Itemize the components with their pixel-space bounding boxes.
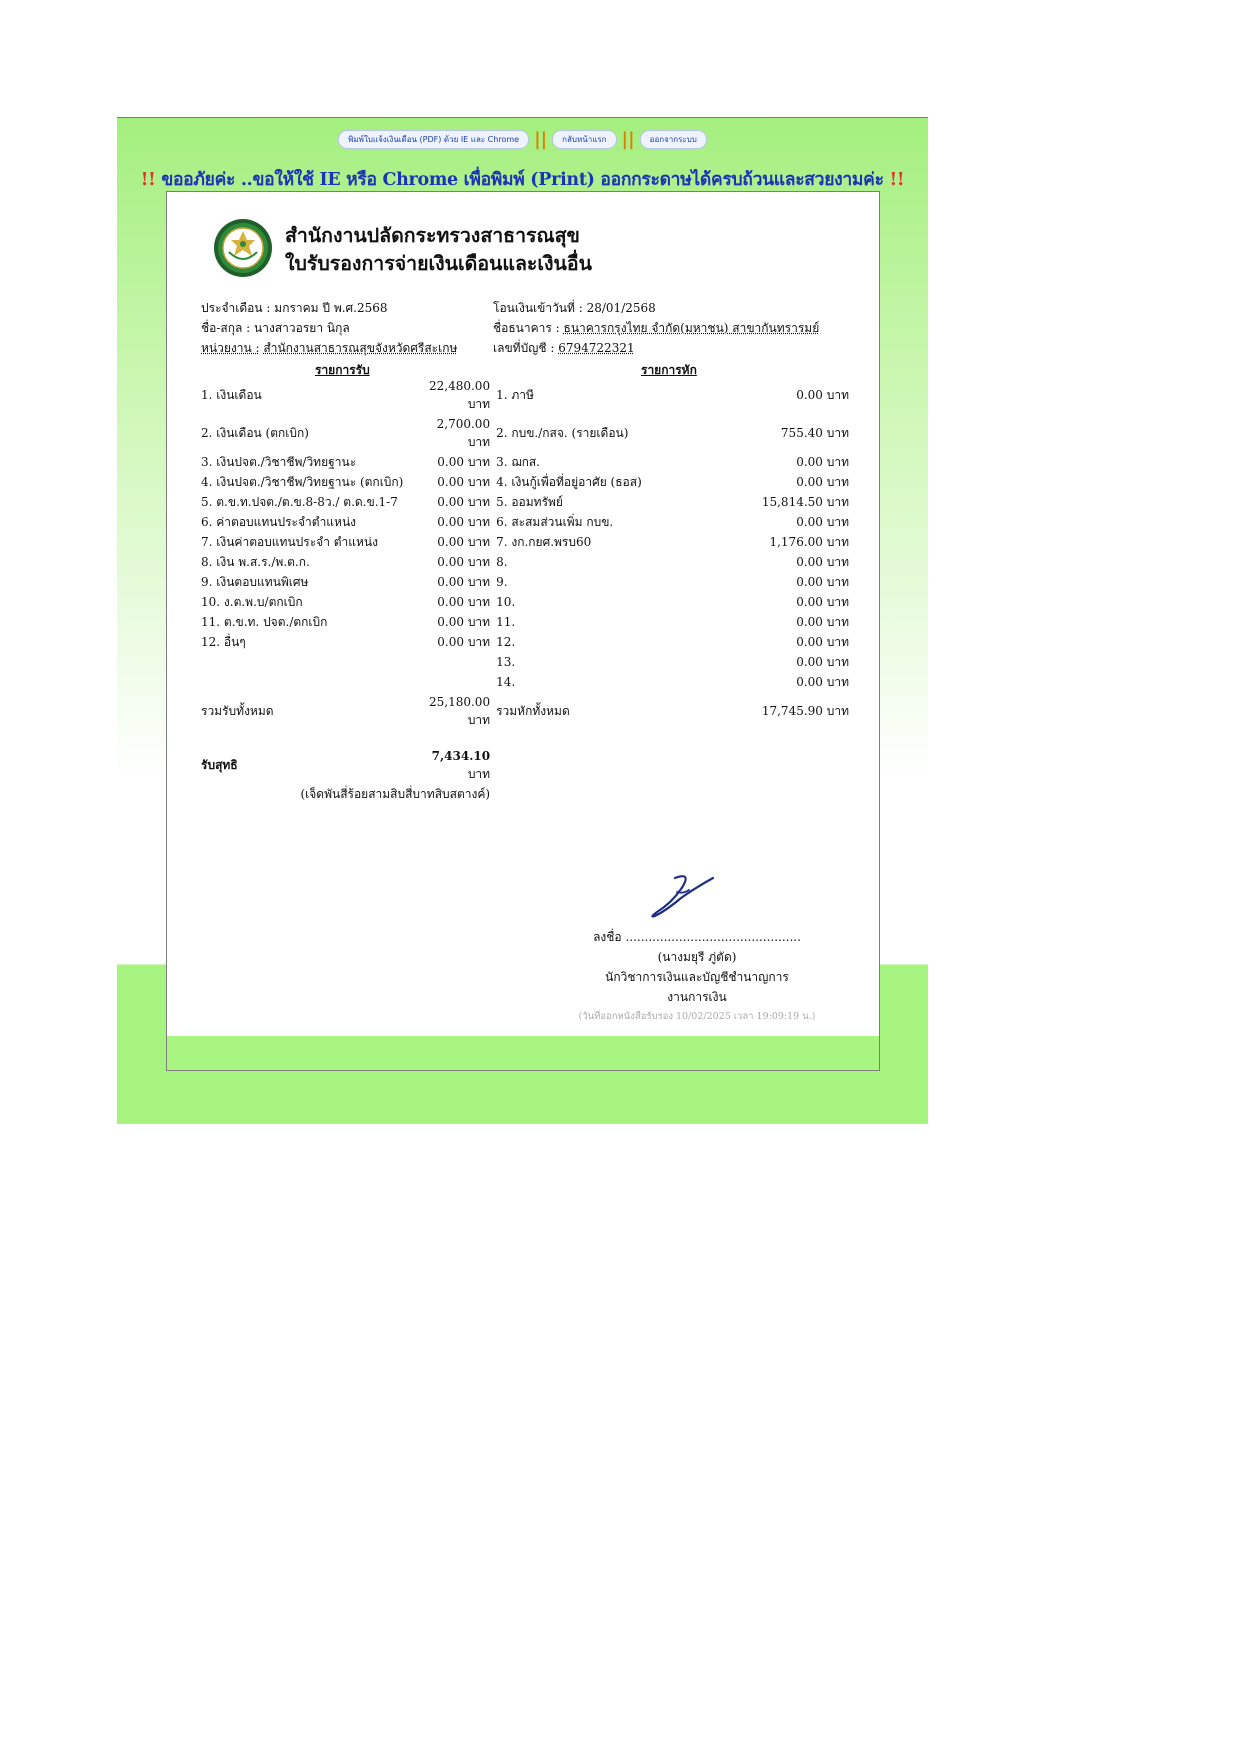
net-amount xyxy=(429,746,496,784)
item-row xyxy=(201,492,849,512)
income-amount-unit: บาท xyxy=(467,535,491,549)
top-nav xyxy=(117,129,928,149)
income-amount xyxy=(429,612,496,632)
item-row xyxy=(201,592,849,612)
income-amount-value: 0.00 xyxy=(437,555,464,569)
doc-header xyxy=(285,222,592,278)
org-name: สำนักงานปลัดกระทรวงสาธารณสุข xyxy=(285,224,580,247)
income-amount-value: 2,700.00 xyxy=(436,417,491,431)
transfer-value: 28/01/2568 xyxy=(586,301,656,315)
paper-footer-band xyxy=(167,1036,879,1070)
deduction-label: 3. ฌกส. xyxy=(496,455,540,469)
handwritten-signature xyxy=(637,868,727,928)
income-label: 6. ค่าตอบแทนประจำตำแหน่ง xyxy=(201,515,357,529)
income-amount-unit: บาท xyxy=(467,635,491,649)
income-amount-value: 0.00 xyxy=(437,595,464,609)
income-amount xyxy=(429,592,496,612)
income-amount xyxy=(429,652,496,672)
nav-separator: || xyxy=(534,128,548,150)
deduction-amount: 0.00 บาท xyxy=(796,555,849,569)
month-row xyxy=(201,298,457,318)
home-button[interactable]: กลับหน้าแรก xyxy=(552,130,616,149)
transfer-row xyxy=(493,298,819,318)
item-row xyxy=(201,414,849,452)
income-amount-unit: บาท xyxy=(467,615,491,629)
items-body xyxy=(201,376,849,804)
net-row xyxy=(201,746,849,784)
net-amount-value: 7,434.10 xyxy=(431,749,491,763)
item-row xyxy=(201,452,849,472)
income-label: 10. ง.ต.พ.บ/ตกเบิก xyxy=(201,595,303,609)
doc-title: ใบรับรองการจ่ายเงินเดือนและเงินอื่น xyxy=(285,252,592,275)
spacer-row xyxy=(201,730,849,746)
income-amount xyxy=(429,512,496,532)
item-row xyxy=(201,612,849,632)
browser-warning xyxy=(117,165,928,193)
item-row xyxy=(201,672,849,692)
name-row xyxy=(201,318,457,338)
income-amount-unit: บาท xyxy=(467,515,491,529)
item-row xyxy=(201,512,849,532)
deduction-amount: 0.00 บาท xyxy=(796,655,849,669)
issue-timestamp: (วันที่ออกหนังสือรับรอง 10/02/2025 เวลา 19:09:19 น.) xyxy=(578,1011,816,1022)
deduction-amount: 0.00 บาท xyxy=(796,595,849,609)
item-row xyxy=(201,632,849,652)
total-income-unit: บาท xyxy=(467,713,491,727)
income-amount xyxy=(429,532,496,552)
unit-row xyxy=(201,338,457,358)
deduction-amount: 0.00 บาท xyxy=(796,475,849,489)
total-income-value: 25,180.00 xyxy=(429,695,491,709)
total-deduction-amount: 17,745.90 บาท xyxy=(761,704,849,718)
income-label: 8. เงิน พ.ส.ร./พ.ต.ก. xyxy=(201,555,310,569)
month-value: มกราคม ปี พ.ศ.2568 xyxy=(274,301,388,315)
deduction-label: 9. xyxy=(496,575,508,589)
month-label: ประจำเดือน : xyxy=(201,301,271,315)
item-row xyxy=(201,472,849,492)
unit-label: หน่วยงาน : xyxy=(201,341,260,355)
empty-cell xyxy=(496,784,849,804)
income-label: 5. ต.ข.ท.ปจต./ต.ข.8-8ว./ ต.ด.ข.1-7 xyxy=(201,495,398,509)
deduction-amount: 1,176.00 บาท xyxy=(769,535,849,549)
income-amount-unit: บาท xyxy=(467,397,491,411)
net-words-row xyxy=(201,784,849,804)
deduction-label: 8. xyxy=(496,555,508,569)
signer-position: นักวิชาการเงินและบัญชีชำนาญการ xyxy=(605,970,789,984)
items-table xyxy=(201,376,849,804)
name-label: ชื่อ-สกุล : xyxy=(201,321,251,335)
total-income-amount xyxy=(429,692,496,730)
deduction-amount: 0.00 บาท xyxy=(796,575,849,589)
deduction-label: 1. ภาษี xyxy=(496,388,534,402)
certificate-paper xyxy=(166,191,880,1071)
income-amount xyxy=(429,492,496,512)
deduction-label: 13. xyxy=(496,655,516,669)
income-label: 3. เงินปจต./วิชาชีพ/วิทยฐานะ xyxy=(201,455,357,469)
income-header: รายการรับ xyxy=(315,363,370,377)
income-amount-unit: บาท xyxy=(467,475,491,489)
income-amount-unit: บาท xyxy=(467,595,491,609)
income-amount-value: 0.00 xyxy=(437,455,464,469)
totals-row xyxy=(201,692,849,730)
warning-bang-right: !! xyxy=(889,170,905,190)
deduction-label: 4. เงินกู้เพื่อที่อยู่อาศัย (ธอส) xyxy=(496,475,642,489)
income-label: 1. เงินเดือน xyxy=(201,388,262,402)
signer-department: งานการเงิน xyxy=(667,990,727,1004)
deduction-label: 14. xyxy=(496,675,516,689)
income-amount-value: 0.00 xyxy=(437,535,464,549)
signature-block xyxy=(547,927,847,1027)
deduction-label: 11. xyxy=(496,615,516,629)
deduction-amount: 0.00 บาท xyxy=(796,388,849,402)
warning-text: ขออภัยค่ะ ..ขอให้ใช้ IE หรือ Chrome เพื่อพิมพ์ (Print) ออกกระดาษได้ครบถ้วนและสวยงามค่ะ xyxy=(161,170,884,190)
bank-row xyxy=(493,318,819,338)
income-label: 11. ต.ข.ท. ปจต./ตกเบิก xyxy=(201,615,328,629)
income-amount-unit: บาท xyxy=(467,455,491,469)
income-amount-value: 0.00 xyxy=(437,635,464,649)
income-label: 4. เงินปจต./วิชาชีพ/วิทยฐานะ (ตกเบิก) xyxy=(201,475,404,489)
unit-value: สำนักงานสาธารณสุขจังหวัดศรีสะเกษ xyxy=(263,341,458,355)
deduction-amount: 0.00 บาท xyxy=(796,615,849,629)
account-label: เลขที่บัญชี : xyxy=(493,341,555,355)
deduction-amount: 0.00 บาท xyxy=(796,675,849,689)
deduction-amount: 0.00 บาท xyxy=(796,455,849,469)
income-amount-unit: บาท xyxy=(467,575,491,589)
item-row xyxy=(201,532,849,552)
signer-name: (นางมยุรี ภู่ตัด) xyxy=(657,950,737,964)
account-row xyxy=(493,338,819,358)
income-label xyxy=(201,672,429,692)
income-amount-value: 0.00 xyxy=(437,575,464,589)
item-row xyxy=(201,572,849,592)
income-amount-unit: บาท xyxy=(467,435,491,449)
item-row xyxy=(201,652,849,672)
income-amount-unit: บาท xyxy=(467,495,491,509)
income-label xyxy=(201,652,429,672)
income-label: 7. เงินค่าตอบแทนประจำ ตำแหน่ง xyxy=(201,535,378,549)
employee-info xyxy=(201,298,457,358)
deduction-label: 6. สะสมส่วนเพิ่ม กบข. xyxy=(496,515,614,529)
deduction-label: 2. กบข./กสจ. (รายเดือน) xyxy=(496,426,629,440)
deduction-amount: 0.00 บาท xyxy=(796,515,849,529)
net-label: รับสุทธิ xyxy=(201,758,238,772)
income-amount xyxy=(429,552,496,572)
income-amount-value: 0.00 xyxy=(437,515,464,529)
income-amount xyxy=(429,414,496,452)
bank-info xyxy=(493,298,819,358)
income-amount-value: 0.00 xyxy=(437,495,464,509)
item-row xyxy=(201,552,849,572)
ministry-emblem-icon xyxy=(213,218,273,278)
nav-separator: || xyxy=(621,128,635,150)
deduction-label: 12. xyxy=(496,635,516,649)
item-row xyxy=(201,376,849,414)
account-value: 6794722321 xyxy=(558,341,635,355)
income-amount xyxy=(429,672,496,692)
income-amount xyxy=(429,632,496,652)
income-label: 2. เงินเดือน (ตกเบิก) xyxy=(201,426,309,440)
income-label: 9. เงินตอบแทนพิเศษ xyxy=(201,575,309,589)
total-deduction-label: รวมหักทั้งหมด xyxy=(496,704,570,718)
transfer-label: โอนเงินเข้าวันที่ : xyxy=(493,301,583,315)
deduction-amount: 755.40 บาท xyxy=(780,426,849,440)
income-amount-value: 0.00 xyxy=(437,475,464,489)
spacer-cell xyxy=(201,730,849,746)
deduction-label: 5. ออมทรัพย์ xyxy=(496,495,563,509)
bank-label: ชื่อธนาคาร : xyxy=(493,321,560,335)
empty-cell xyxy=(496,746,849,784)
deduction-label: 10. xyxy=(496,595,516,609)
warning-bang-left: !! xyxy=(140,170,156,190)
net-words: (เจ็ดพันสี่ร้อยสามสิบสี่บาทสิบสตางค์) xyxy=(300,787,491,801)
deduction-header: รายการหัก xyxy=(641,363,697,377)
deduction-amount: 15,814.50 บาท xyxy=(761,495,849,509)
bank-value: ธนาคารกรุงไทย จำกัด(มหาชน) สาขากันทรารมย์ xyxy=(563,321,820,335)
income-amount-unit: บาท xyxy=(467,555,491,569)
income-amount xyxy=(429,452,496,472)
total-income-label: รวมรับทั้งหมด xyxy=(201,704,274,718)
sign-line: ลงชื่อ .............................................. xyxy=(593,930,801,944)
income-amount-value: 0.00 xyxy=(437,615,464,629)
deduction-amount: 0.00 บาท xyxy=(796,635,849,649)
income-amount-value: 22,480.00 xyxy=(429,379,491,393)
income-amount xyxy=(429,376,496,414)
income-amount xyxy=(429,472,496,492)
net-amount-unit: บาท xyxy=(467,767,491,781)
name-value: นางสาวอรยา นิกุล xyxy=(254,321,350,335)
deduction-label: 7. งก.กยศ.พรบ60 xyxy=(496,535,592,549)
income-amount xyxy=(429,572,496,592)
logout-button[interactable]: ออกจากระบบ xyxy=(640,130,707,149)
income-label: 12. อื่นๆ xyxy=(201,635,246,649)
print-pdf-button[interactable]: พิมพ์ใบแจ้งเงินเดือน (PDF) ด้วย IE และ Chrome xyxy=(338,130,529,149)
